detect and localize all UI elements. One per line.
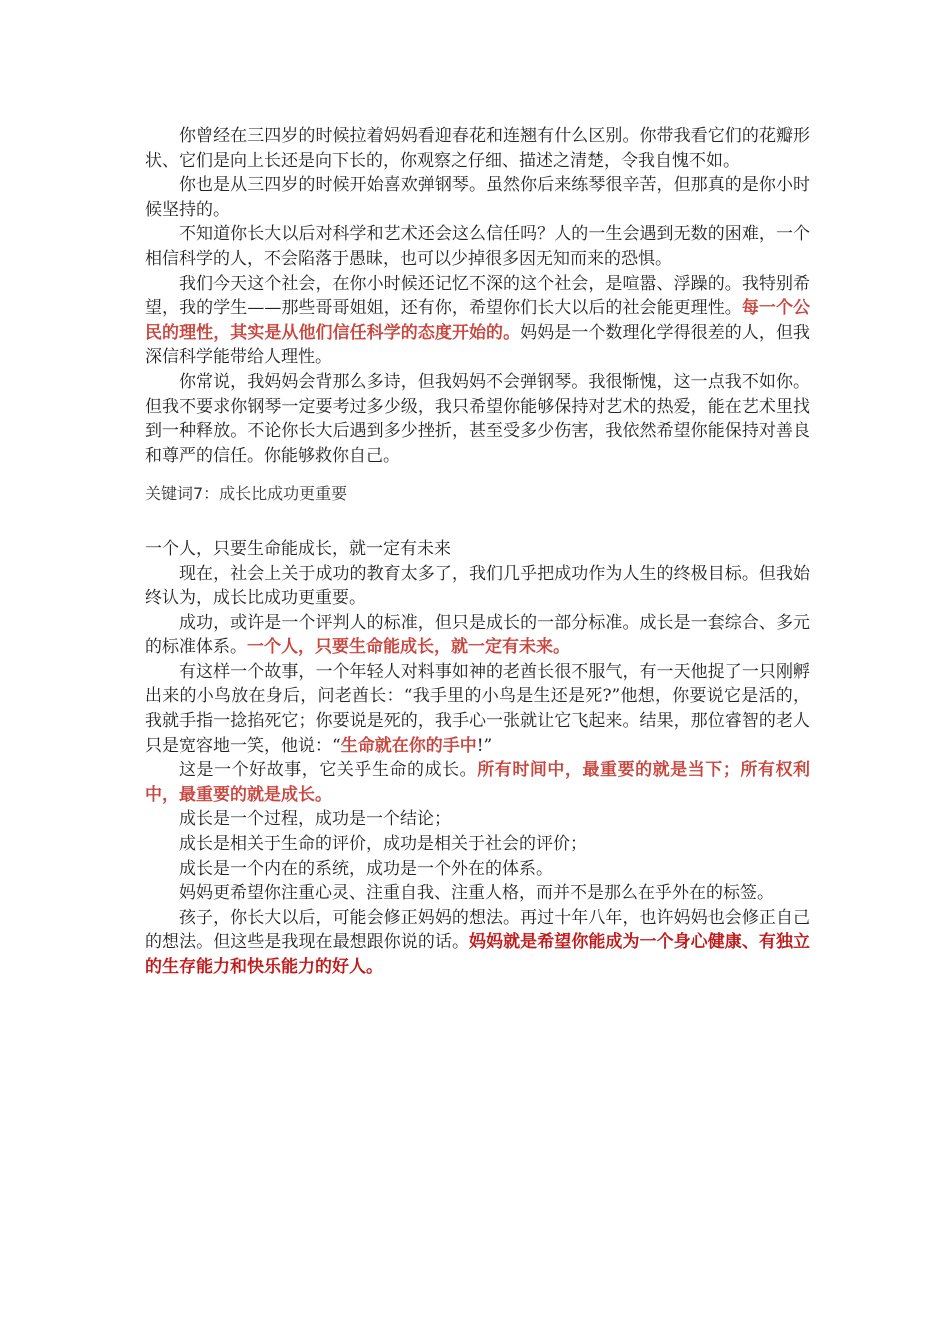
spacer [145, 507, 810, 537]
highlight-rationality: 每一个公民的理性，其实是从他们信任科学的态度开始的。 [145, 298, 811, 343]
paragraph-growth-standard [145, 611, 810, 660]
paragraph-text: 成功，或许是一个评判人的标准，但只是成长的一部分标准。成长是一套综合、多元的标准体系。 [145, 612, 810, 658]
paragraph-chief-story [145, 660, 810, 758]
paragraph-society-rationality [145, 272, 810, 370]
paragraph-good-story [145, 758, 810, 807]
paragraph-final-wish [145, 906, 810, 980]
paragraph-text: 这是一个好故事，它关乎生命的成长。 [179, 760, 478, 781]
keyword-heading: 关键词7：成长比成功更重要 [145, 484, 348, 504]
paragraph-inner-outer: 成长是一个内在的系统，成功是一个外在的体系。 [179, 858, 553, 879]
paragraph-text: 孩子，你长大以后，可能会修正妈妈的想法。再过十年八年，也许妈妈也会修正自己的想法。但这些是我现在最想跟你说的话。 [145, 907, 810, 953]
paragraph-piano: 你也是从三四岁的时候开始喜欢弹钢琴。虽然你后来练琴很辛苦，但那真的是你小时候坚持的。 [145, 175, 810, 220]
paragraph-life-society: 成长是相关于生命的评价，成功是相关于社会的评价； [179, 834, 587, 855]
highlight-present-growth: 所有时间中，最重要的就是当下；所有权利中，最重要的就是成长。 [145, 760, 811, 805]
paragraph-text: !” [476, 735, 493, 756]
paragraph-poetry-piano: 你常说，我妈妈会背那么多诗，但我妈妈不会弹钢琴。我很惭愧，这一点我不如你。但我不要求你钢琴一定要考过多少级，我只希望你能够保持对艺术的热爱，能在艺术里找到一种释放。不论你长大后遇到多少挫折，甚至受多少伤害，我依然希望你能保持对善良和尊严的信任。你能够救你自己。 [145, 371, 810, 466]
paragraph-text: 我们今天这个社会，在你小时候还记忆不深的这个社会，是喧嚣、浮躁的。我特别希望，我的学生——那些哥哥姐姐，还有你，希望你们长大以后的社会能更理性。 [145, 273, 810, 319]
paragraph-process-conclusion: 成长是一个过程，成功是一个结论； [179, 809, 451, 830]
paragraph-heart-self: 妈妈更希望你注重心灵、注重自我、注重人格，而并不是那么在乎外在的标签。 [179, 883, 774, 904]
highlight-growth-future: 一个人，只要生命能成长，就一定有未来。 [247, 637, 570, 658]
spacer [145, 468, 810, 482]
document-page [145, 124, 810, 980]
paragraph-spring-flowers: 你曾经在三四岁的时候拉着妈妈看迎春花和连翘有什么区别。你带我看它们的花瓣形状、它们是向上长还是向下长的，你观察之仔细、描述之清楚，令我自愧不如。 [145, 126, 810, 171]
highlight-life-in-hand: 生命就在你的手中 [340, 735, 477, 756]
highlight-good-person: 妈妈就是希望你能成为一个身心健康、有独立的生存能力和快乐能力的好人。 [145, 932, 810, 977]
paragraph-success-education: 现在，社会上关于成功的教育太多了，我们几乎把成功作为人生的终极目标。但我始终认为，成长比成功更重要。 [145, 563, 810, 609]
paragraph-text: 妈妈是一个数理化学得很差的人，但我深信科学能带给人理性。 [145, 322, 811, 368]
paragraph-science-art: 不知道你长大以后对科学和艺术还会这么信任吗？人的一生会遇到无数的困难，一个相信科学的人，不会陷落于愚昧，也可以少掉很多因无知而来的恐惧。 [145, 224, 810, 269]
paragraph-text: 有这样一个故事，一个年轻人对料事如神的老酋长很不服气，有一天他捉了一只刚孵出来的小鸟放在身后，问老酋长：“我手里的小鸟是生还是死?”他想，你要说它是活的，我就手指一捻掐死它；你要说是死的，我手心一张就让它飞起来。结果，那位睿智的老人只是宽容地一笑，他说：“ [145, 661, 810, 756]
section-subheading: 一个人，只要生命能成长，就一定有未来 [145, 538, 451, 559]
